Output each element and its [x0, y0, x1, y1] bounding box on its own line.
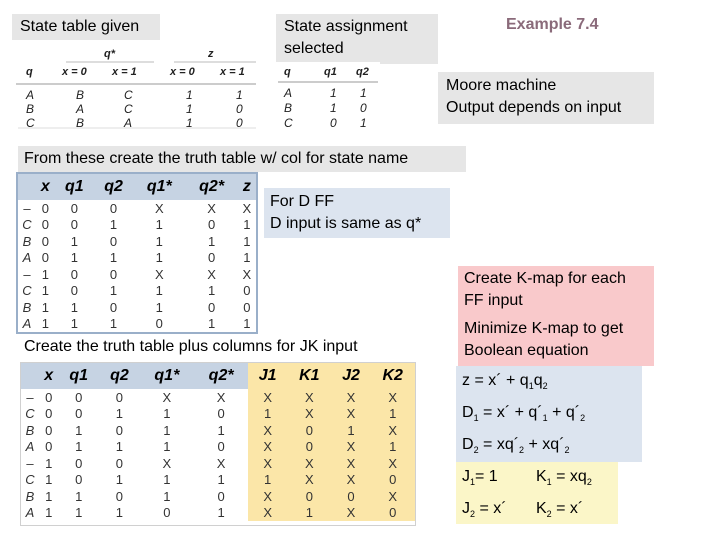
- truth-table-cell: 1: [155, 283, 163, 299]
- jk-table-cell: X: [248, 422, 287, 439]
- jk-table-row: [21, 455, 415, 472]
- jk-table-cell: 1: [115, 505, 124, 521]
- st-r0-c2: C: [124, 88, 133, 102]
- jk-table-cell: X: [370, 422, 415, 439]
- truth-table-grid: [18, 174, 256, 332]
- jk-table-row: [21, 439, 415, 456]
- asg-r2-c1: 0: [330, 116, 337, 130]
- asg-col-q2: q2: [356, 66, 369, 78]
- st-r2-c2: A: [124, 116, 133, 130]
- jk-table-cell: X: [332, 472, 371, 489]
- truth-table-cell: –: [23, 266, 31, 282]
- st-r2-c1: B: [76, 116, 85, 130]
- jk-table-cell: 0: [287, 488, 332, 505]
- truth-table-cell: 1: [41, 299, 49, 315]
- jk-table-cell: X: [216, 455, 226, 471]
- truth-table-cell: A: [22, 250, 32, 266]
- j1-equation: $J_1= 1$: [462, 468, 498, 488]
- jk-h5: q2*: [194, 363, 248, 389]
- jk-table-cell: 1: [332, 422, 371, 439]
- moore-note: Moore machine Output depends on input: [438, 72, 654, 124]
- jk-table-cell: 1: [115, 439, 124, 455]
- jk-table-cell: X: [332, 439, 371, 456]
- truth-table-row: [18, 266, 256, 283]
- jk-table-cell: 0: [75, 455, 83, 471]
- truth-table-row: [18, 283, 256, 300]
- truth-table-cell: 1: [243, 233, 251, 249]
- st-r1-c3: 1: [186, 102, 193, 116]
- jk-table-cell: X: [287, 455, 332, 472]
- st-r0-c0: A: [26, 88, 35, 102]
- col-q: q: [26, 66, 33, 78]
- st-r1-c2: C: [124, 102, 133, 116]
- k1-equation: $K_1 = xq_2$: [536, 468, 592, 488]
- jk-table-cell: X: [287, 406, 332, 423]
- jk-table-cell: X: [370, 455, 415, 472]
- jk-h6: J1: [248, 363, 287, 389]
- tt-h4: q1*: [146, 178, 172, 195]
- jk-table-cell: 1: [248, 472, 287, 489]
- truth-table-cell: 0: [207, 217, 216, 233]
- asg-r2-c0: C: [284, 116, 293, 130]
- truth-table-cell: 0: [243, 283, 251, 299]
- truth-table-cell: B: [22, 299, 32, 315]
- tt-h1: x: [40, 178, 50, 195]
- jk-table-cell: X: [370, 389, 415, 406]
- d1-equation: $D_1$ = x´ + $q´_1$ + $q´_2$: [462, 404, 586, 424]
- truth-table-cell: 0: [243, 299, 251, 315]
- jk-table-cell: 1: [163, 422, 171, 438]
- jk-table-cell: 1: [163, 472, 171, 488]
- truth-table-cell: 1: [109, 316, 118, 332]
- col-x0: x = 0: [62, 66, 87, 78]
- jk-table-cell: 0: [45, 389, 53, 405]
- jk-h0: [21, 363, 39, 389]
- assignment-table: [276, 62, 380, 134]
- jk-table-cell: 0: [75, 472, 83, 488]
- truth-table-cell: 1: [207, 283, 216, 299]
- example-title: Example 7.4: [506, 16, 599, 33]
- asg-r2-c2: 1: [360, 116, 367, 130]
- truth-table-cell: 1: [41, 266, 49, 282]
- jk-table-row: [21, 472, 415, 489]
- asg-r0-c2: 1: [360, 86, 367, 100]
- jk-table-cell: X: [162, 455, 172, 471]
- jk-table-cell: 0: [115, 422, 124, 438]
- jk-table-cell: 0: [75, 389, 83, 405]
- jk-h4: q1*: [140, 363, 194, 389]
- truth-table-row: [18, 200, 256, 217]
- truth-table-row: [18, 316, 256, 333]
- state-assignment-label: State assignment selected: [276, 14, 438, 64]
- truth-table-cell: X: [207, 200, 216, 216]
- jk-table-row: [21, 488, 415, 505]
- jk-table-cell: 1: [75, 439, 83, 455]
- jk-table-cell: 1: [248, 406, 287, 423]
- truth-table-cell: X: [242, 200, 252, 216]
- jk-table-row: [21, 406, 415, 423]
- jk-table-cell: X: [332, 455, 371, 472]
- jk-table-cell: 1: [75, 505, 83, 521]
- jk-table-cell: X: [332, 389, 371, 406]
- truth-table-cell: 0: [70, 217, 78, 233]
- jk-table-cell: X: [332, 505, 371, 522]
- jk-table-cell: X: [287, 472, 332, 489]
- jk-table-cell: A: [25, 439, 35, 455]
- asg-col-q1: q1: [324, 66, 337, 78]
- asg-col-q: q: [284, 66, 291, 78]
- truth-table-cell: 1: [41, 283, 49, 299]
- jk-table-cell: 1: [163, 406, 171, 422]
- jk-table-cell: 0: [332, 488, 371, 505]
- truth-table-cell: 1: [243, 217, 251, 233]
- tt-h0: [18, 174, 36, 200]
- instruction-truth-table: From these create the truth table w/ col for state name: [18, 146, 466, 172]
- jk-table-cell: –: [26, 389, 34, 405]
- st-r2-c0: C: [26, 116, 35, 130]
- jk-table-cell: 0: [370, 472, 415, 489]
- truth-table-cell: 1: [207, 316, 216, 332]
- truth-table-cell: 0: [109, 266, 118, 282]
- jk-table-cell: C: [25, 406, 35, 422]
- st-r0-c3: 1: [186, 88, 193, 102]
- jk-table-cell: 0: [45, 439, 53, 455]
- kmap-note: Create K-map for each FF input: [458, 266, 654, 316]
- truth-table-cell: 0: [109, 299, 118, 315]
- jk-table-cell: X: [370, 488, 415, 505]
- truth-table-cell: X: [207, 266, 216, 282]
- truth-table-cell: 1: [155, 217, 163, 233]
- asg-r1-c1: 1: [330, 101, 337, 115]
- st-r2-c4: 0: [236, 116, 243, 130]
- jk-table-grid: [21, 363, 415, 521]
- asg-r0-c1: 1: [330, 86, 337, 100]
- truth-table: [16, 172, 258, 334]
- jk-table-cell: 1: [163, 488, 171, 504]
- col-z-x0: x = 0: [170, 66, 195, 78]
- jk-table-header: [21, 363, 415, 389]
- state-table-graphic: [12, 44, 260, 136]
- truth-table-cell: 1: [70, 250, 78, 266]
- st-r0-c4: 1: [236, 88, 243, 102]
- truth-table-cell: 0: [207, 250, 216, 266]
- truth-table-cell: 1: [155, 233, 163, 249]
- jk-table-cell: 0: [115, 488, 124, 504]
- jk-table-cell: 0: [115, 455, 124, 471]
- jk-table-cell: X: [332, 406, 371, 423]
- qstar-header: q*: [104, 48, 115, 60]
- jk-table-cell: X: [248, 389, 287, 406]
- truth-table-cell: 0: [41, 200, 49, 216]
- jk-table-cell: 1: [287, 505, 332, 522]
- truth-table-cell: 1: [109, 283, 118, 299]
- truth-table-cell: 0: [109, 233, 118, 249]
- st-r1-c4: 0: [236, 102, 243, 116]
- jk-table-cell: 0: [287, 439, 332, 456]
- col-z-x1: x = 1: [220, 66, 245, 78]
- st-r2-c3: 1: [186, 116, 193, 130]
- tt-h5: q2*: [199, 178, 225, 195]
- truth-table-cell: X: [154, 266, 164, 282]
- jk-h8: J2: [332, 363, 371, 389]
- jk-table-cell: 1: [370, 406, 415, 423]
- jk-equations-panel: [456, 462, 618, 524]
- truth-table-cell: 1: [109, 250, 118, 266]
- d2-equation: $D_2$ = $xq´_2$ + $xq´_2$: [462, 436, 570, 456]
- truth-table-cell: 1: [41, 316, 49, 332]
- truth-table-cell: 0: [41, 217, 49, 233]
- jk-table-row: [21, 505, 415, 522]
- jk-table-cell: X: [287, 389, 332, 406]
- truth-table-row: [18, 233, 256, 250]
- jk-table-cell: 1: [115, 472, 124, 488]
- jk-table-cell: 1: [217, 422, 225, 438]
- jk-table-cell: 1: [45, 472, 53, 488]
- jk-table-cell: 0: [287, 422, 332, 439]
- truth-table-row: [18, 299, 256, 316]
- jk-truth-table: [20, 362, 416, 526]
- st-r1-c1: A: [76, 102, 85, 116]
- jk-table-cell: 0: [217, 488, 225, 504]
- jk-h9: K2: [370, 363, 415, 389]
- truth-table-cell: C: [22, 283, 32, 299]
- jk-table-cell: X: [248, 439, 287, 456]
- truth-table-cell: 0: [70, 266, 78, 282]
- truth-table-cell: C: [22, 217, 32, 233]
- truth-table-cell: 1: [207, 233, 216, 249]
- jk-table-cell: 0: [75, 406, 83, 422]
- truth-table-cell: 1: [70, 299, 78, 315]
- truth-table-cell: 0: [109, 200, 118, 216]
- jk-table-cell: B: [25, 488, 35, 504]
- minimize-note: Minimize K-map to get Boolean equation: [458, 316, 654, 366]
- jk-table-cell: 1: [115, 406, 124, 422]
- truth-table-cell: 0: [41, 250, 49, 266]
- jk-table-cell: 1: [163, 439, 171, 455]
- z-header: z: [208, 48, 214, 60]
- truth-table-cell: 0: [207, 299, 216, 315]
- jk-table-cell: X: [216, 389, 226, 405]
- jk-table-cell: –: [26, 455, 34, 471]
- col-x1: x = 1: [112, 66, 137, 78]
- st-r0-c1: B: [76, 88, 85, 102]
- jk-h2: q1: [58, 363, 99, 389]
- truth-table-cell: A: [22, 316, 32, 332]
- truth-table-cell: 1: [70, 316, 78, 332]
- tt-h6: z: [242, 178, 251, 195]
- truth-table-cell: 1: [109, 217, 118, 233]
- jk-h7: K1: [287, 363, 332, 389]
- tt-h3: q2: [104, 178, 123, 195]
- z-equation: z = x´ + $q_1q_2$: [462, 372, 548, 392]
- instruction-jk-table: Create the truth table plus columns for JK input: [24, 338, 358, 355]
- truth-table-cell: 0: [155, 316, 163, 332]
- truth-table-header: [18, 174, 256, 200]
- truth-table-cell: 1: [243, 250, 251, 266]
- jk-table-cell: 0: [45, 422, 53, 438]
- st-r1-c0: B: [26, 102, 35, 116]
- jk-table-cell: X: [248, 455, 287, 472]
- jk-table-cell: C: [25, 472, 35, 488]
- jk-table-cell: 1: [45, 505, 53, 521]
- jk-table-cell: 0: [370, 505, 415, 522]
- jk-table-cell: B: [25, 422, 35, 438]
- k2-equation: $K_2$ = x´: [536, 500, 584, 520]
- jk-table-cell: 1: [370, 439, 415, 456]
- jk-table-cell: 1: [75, 422, 83, 438]
- jk-table-cell: X: [248, 488, 287, 505]
- jk-table-cell: 0: [115, 389, 124, 405]
- truth-table-row: [18, 217, 256, 234]
- state-table: [12, 44, 260, 136]
- jk-table-cell: X: [248, 505, 287, 522]
- jk-table-cell: A: [25, 505, 35, 521]
- jk-table-cell: 0: [45, 406, 53, 422]
- asg-r0-c0: A: [284, 86, 293, 100]
- jk-table-cell: 1: [217, 472, 225, 488]
- jk-table-cell: 1: [217, 505, 225, 521]
- dff-note: For D FF D input is same as q*: [264, 188, 450, 238]
- truth-table-cell: X: [154, 200, 164, 216]
- jk-table-cell: X: [162, 389, 172, 405]
- truth-table-cell: 0: [70, 200, 78, 216]
- jk-table-cell: 1: [45, 488, 53, 504]
- equations-panel: [456, 366, 642, 462]
- truth-table-cell: 1: [70, 233, 78, 249]
- truth-table-row: [18, 250, 256, 267]
- truth-table-cell: 1: [155, 299, 163, 315]
- truth-table-cell: –: [23, 200, 31, 216]
- jk-table-cell: 0: [217, 406, 225, 422]
- state-table-given-label: State table given: [12, 14, 160, 40]
- truth-table-cell: 0: [70, 283, 78, 299]
- truth-table-cell: 1: [243, 316, 251, 332]
- truth-table-cell: B: [22, 233, 32, 249]
- truth-table-cell: 1: [155, 250, 163, 266]
- asg-r1-c0: B: [284, 101, 293, 115]
- jk-table-row: [21, 389, 415, 406]
- jk-table-cell: 0: [163, 505, 171, 521]
- truth-table-cell: 0: [41, 233, 49, 249]
- jk-table-cell: 1: [75, 488, 83, 504]
- asg-r1-c2: 0: [360, 101, 367, 115]
- jk-h3: q2: [99, 363, 140, 389]
- truth-table-cell: X: [242, 266, 252, 282]
- j2-equation: $J_2$ = x´: [462, 500, 507, 520]
- jk-table-row: [21, 422, 415, 439]
- tt-h2: q1: [64, 178, 84, 195]
- jk-table-cell: 0: [217, 439, 225, 455]
- jk-table-cell: 1: [45, 455, 53, 471]
- jk-h1: x: [39, 363, 58, 389]
